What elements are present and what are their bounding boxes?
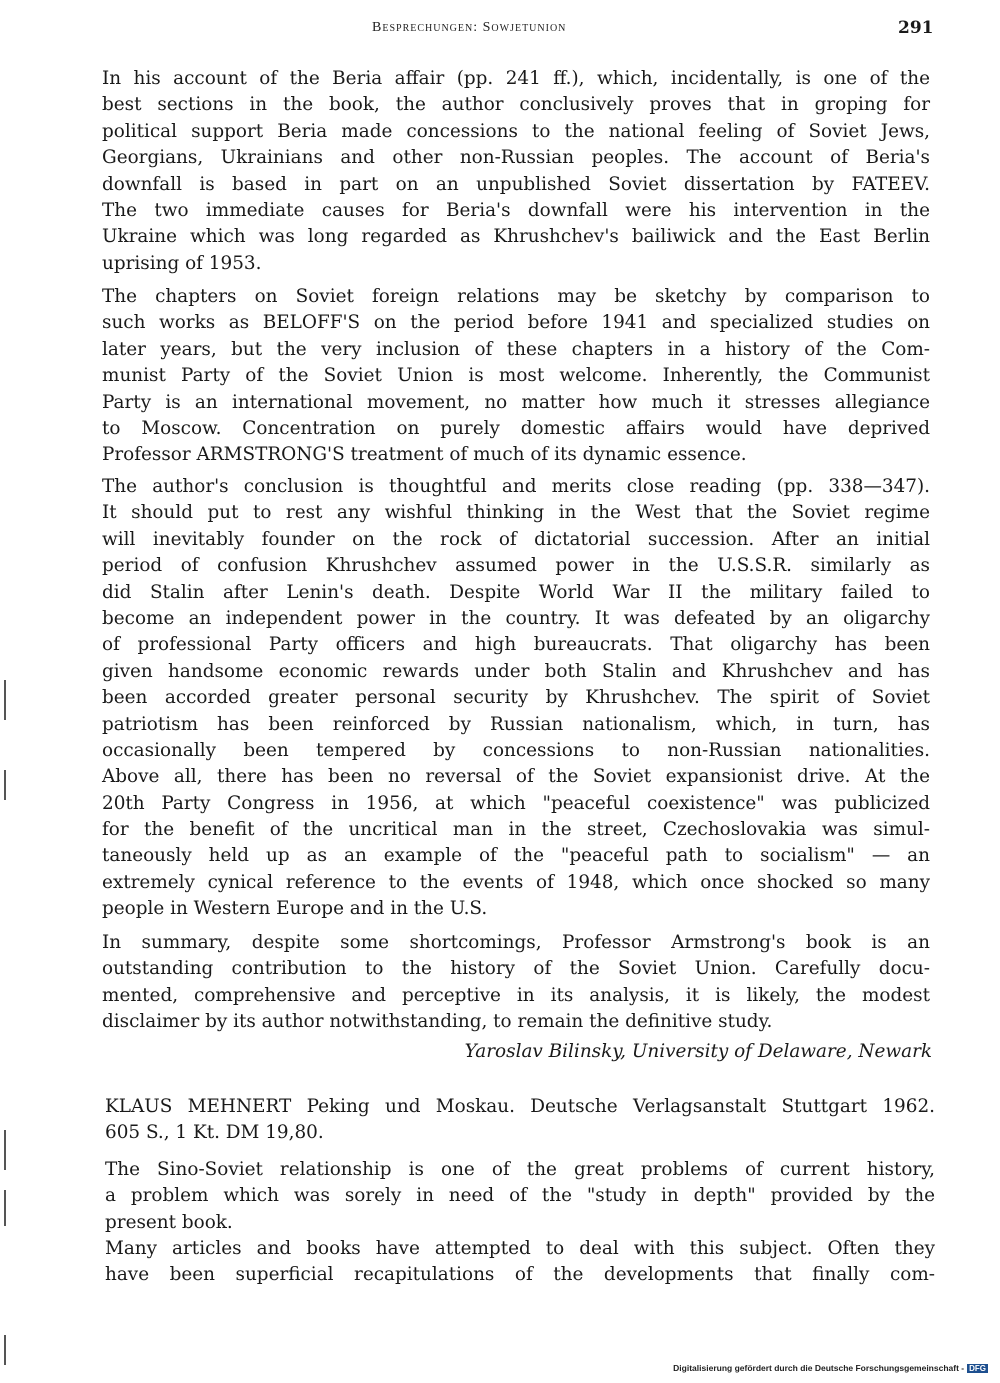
text-line: people in Western Europe and in the U.S.	[102, 898, 488, 920]
text-line: given handsome economic rewards under both Stalin and Khrushchev and has	[102, 660, 930, 682]
review2-paragraph-1	[105, 1157, 935, 1236]
running-head	[0, 18, 1000, 42]
text-line: The Sino-Soviet relationship is one of the great problems of current history,	[105, 1158, 935, 1180]
text-line: period of confusion Khrushchev assumed power in the U.S.S.R. similarly as	[102, 555, 930, 577]
text-line: The two immediate causes for Beria's downfall were his intervention in the	[102, 199, 930, 221]
footer-text: Digitalisierung gefördert durch die Deutsche Forschungsgemeinschaft -	[673, 1363, 965, 1373]
text-line: The author's conclusion is thoughtful and merits close reading (pp. 338—347).	[102, 476, 930, 497]
dfg-logo: DFG	[969, 1364, 986, 1373]
text-line: It should put to rest any wishful thinking in the West that the Soviet regime	[102, 502, 930, 524]
text-line: Ukraine which was long regarded as Khrushchev's bailiwick and the East Berlin	[102, 226, 930, 248]
text-line: have been superficial recapitulations of the developments that finally com-	[105, 1264, 935, 1286]
text-line: such works as BELOFF'S on the period before 1941 and specialized studies on	[102, 312, 930, 334]
review2-paragraph-2	[105, 1236, 935, 1289]
text-line: of professional Party officers and high bureaucrats. That oligarchy has been	[102, 634, 930, 656]
text-line: present book.	[105, 1211, 233, 1233]
text-line: will inevitably founder on the rock of dictatorial succession. After an initial	[102, 528, 930, 550]
margin-mark	[4, 1335, 6, 1365]
text-line: The chapters on Soviet foreign relations may be sketchy by comparison to	[102, 286, 930, 307]
text-line: occasionally been tempered by concessions to non-Russian nationalities.	[102, 739, 930, 761]
text-line: patriotism has been reinforced by Russian nationalism, which, in turn, has	[102, 713, 930, 735]
text-line: outstanding contribution to the history of the Soviet Union. Carefully docu-	[102, 958, 930, 980]
digitization-footer	[673, 1363, 988, 1373]
text-line: political support Beria made concessions to the national feeling of Soviet Jews,	[102, 120, 930, 142]
text-line: later years, but the very inclusion of these chapters in a history of the Com-	[102, 338, 930, 360]
margin-mark	[4, 770, 6, 800]
text-line: 20th Party Congress in 1956, at which "peaceful coexistence" was publicized	[102, 792, 930, 814]
citation-line: 605 S., 1 Kt. DM 19,80.	[105, 1122, 324, 1144]
text-line: disclaimer by its author notwithstanding, to remain the definitive study.	[102, 1011, 773, 1033]
review1-paragraph-3	[102, 474, 930, 923]
text-line: taneously held up as an example of the "peaceful path to socialism" — an	[102, 845, 930, 867]
running-head-title: Besprechungen: Sowjetunion	[372, 20, 567, 35]
text-line: to Moscow. Concentration on purely domestic affairs would have deprived	[102, 417, 930, 439]
text-line: Georgians, Ukrainians and other non-Russian peoples. The account of Beria's	[102, 147, 930, 169]
review1-paragraph-2	[102, 284, 930, 469]
review2	[105, 1094, 935, 1289]
margin-mark	[4, 1190, 6, 1226]
reviewer-signature: Yaroslav Bilinsky, University of Delaware, Newark	[464, 1041, 932, 1062]
text-line: been accorded greater personal security by Khrushchev. The spirit of Soviet	[102, 687, 930, 709]
text-line: munist Party of the Soviet Union is most welcome. Inherently, the Communist	[102, 365, 930, 387]
citation-line: KLAUS MEHNERT Peking und Moskau. Deutsche Verlagsanstalt Stuttgart 1962.	[105, 1096, 935, 1117]
margin-mark	[4, 1130, 6, 1170]
text-line: become an independent power in the country. It was defeated by an oligarchy	[102, 607, 930, 629]
text-line: Above all, there has been no reversal of the Soviet expansionist drive. At the	[102, 766, 930, 788]
margin-mark	[4, 680, 6, 720]
text-line: Professor ARMSTRONG'S treatment of much of its dynamic essence.	[102, 444, 747, 466]
text-line: mented, comprehensive and perceptive in its analysis, it is likely, the modest	[102, 984, 930, 1006]
review1-paragraph-4	[102, 930, 930, 1036]
text-line: downfall is based in part on an unpublished Soviet dissertation by FATEEV.	[102, 173, 930, 195]
text-line: best sections in the book, the author conclusively proves that in groping for	[102, 94, 930, 116]
page-number: 291	[898, 18, 934, 38]
book-citation	[105, 1094, 935, 1147]
review1-paragraph-1	[102, 66, 930, 277]
text-line: Many articles and books have attempted to deal with this subject. Often they	[105, 1237, 935, 1259]
text-line: Party is an international movement, no matter how much it stresses allegiance	[102, 391, 930, 413]
text-line: In his account of the Beria affair (pp. 241 ff.), which, incidentally, is one of the	[102, 68, 930, 89]
text-line: In summary, despite some shortcomings, Professor Armstrong's book is an	[102, 932, 930, 953]
text-line: uprising of 1953.	[102, 252, 262, 274]
text-line: a problem which was sorely in need of the "study in depth" provided by the	[105, 1185, 935, 1207]
text-line: extremely cynical reference to the events of 1948, which once shocked so many	[102, 871, 930, 893]
text-line: did Stalin after Lenin's death. Despite World War II the military failed to	[102, 581, 930, 603]
text-line: for the benefit of the uncritical man in the street, Czechoslovakia was simul-	[102, 819, 930, 841]
